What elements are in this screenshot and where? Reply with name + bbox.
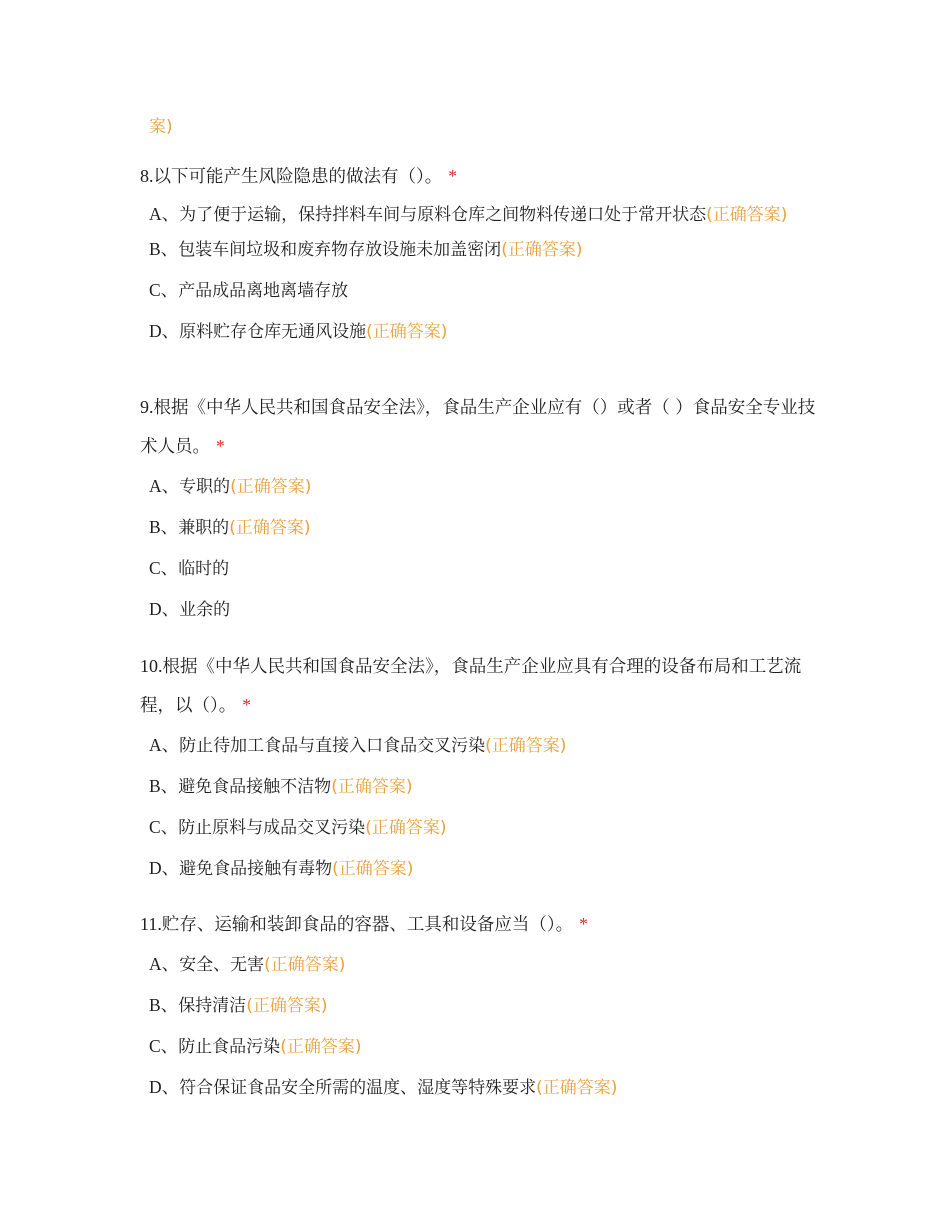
option-d[interactable]	[149, 319, 830, 345]
option-text: 原料贮存仓库无通风设施	[179, 322, 367, 342]
correct-answer-marker: (正确答案)	[365, 818, 447, 838]
correct-answer-marker: (正确答案)	[331, 777, 413, 797]
option-text: 防止待加工食品与直接入口食品交叉污染	[179, 736, 486, 756]
correct-answer-marker: (正确答案)	[366, 322, 448, 342]
option-letter: B、	[149, 776, 179, 796]
question-title	[140, 157, 830, 196]
option-text: 保持清洁	[178, 996, 247, 1016]
option-letter: D、	[149, 858, 180, 878]
option-letter: C、	[149, 817, 179, 837]
answer-marker-fragment: 案)	[149, 117, 173, 137]
option-b[interactable]	[149, 515, 830, 541]
option-text: 专职的	[179, 477, 231, 497]
option-letter: B、	[149, 995, 179, 1015]
question-title	[140, 905, 830, 944]
option-d[interactable]	[149, 856, 810, 882]
option-text: 包装车间垃圾和废弃物存放设施未加盖密闭	[178, 240, 502, 260]
correct-answer-marker: (正确答案)	[229, 518, 311, 538]
option-letter: D、	[149, 1077, 180, 1097]
question-text: 贮存、运输和装卸食品的容器、工具和设备应当（）。	[161, 915, 574, 935]
question-number: 8.	[140, 166, 154, 186]
option-text: 防止食品污染	[178, 1037, 281, 1057]
option-list	[140, 952, 830, 1101]
option-text: 避免食品接触不洁物	[178, 777, 332, 797]
option-list	[140, 733, 810, 882]
correct-answer-marker: (正确答案)	[280, 1037, 362, 1057]
option-letter: D、	[149, 599, 180, 619]
option-a[interactable]	[149, 474, 830, 500]
question-number: 9.	[140, 397, 154, 417]
option-d[interactable]	[149, 597, 830, 623]
option-a[interactable]	[149, 952, 830, 978]
question-text: 根据《中华人民共和国食品安全法》，食品生产企业应具有合理的设备布局和工艺流程，以（）。	[140, 657, 802, 716]
question-title	[140, 388, 830, 466]
required-marker: *	[216, 436, 225, 456]
question-10	[140, 647, 810, 882]
question-8	[140, 157, 830, 345]
option-b[interactable]	[149, 993, 830, 1019]
option-letter: A、	[149, 735, 180, 755]
option-c[interactable]	[149, 556, 830, 582]
question-text: 以下可能产生风险隐患的做法有（）。	[153, 167, 443, 187]
option-letter: A、	[149, 476, 180, 496]
option-text: 为了便于运输，保持拌料车间与原料仓库之间物料传递口处于常开状态	[179, 205, 707, 225]
option-letter: C、	[149, 280, 179, 300]
option-letter: C、	[149, 558, 179, 578]
option-text: 兼职的	[178, 518, 230, 538]
option-list	[140, 474, 830, 623]
option-letter: A、	[149, 954, 180, 974]
option-text: 业余的	[179, 600, 231, 620]
required-marker: *	[579, 914, 588, 934]
option-letter: B、	[149, 517, 179, 537]
option-c[interactable]	[149, 1034, 830, 1060]
option-a[interactable]	[149, 202, 809, 228]
option-text: 避免食品接触有毒物	[179, 859, 333, 879]
correct-answer-marker: (正确答案)	[706, 205, 788, 225]
option-text: 安全、无害	[179, 955, 265, 975]
correct-answer-marker: (正确答案)	[246, 996, 328, 1016]
option-b[interactable]	[149, 237, 830, 263]
carryover-answer-fragment	[149, 114, 173, 140]
question-number: 11.	[140, 914, 162, 934]
option-a[interactable]	[149, 733, 810, 759]
correct-answer-marker: (正确答案)	[230, 477, 312, 497]
question-9	[140, 388, 830, 623]
option-c[interactable]	[149, 815, 810, 841]
correct-answer-marker: (正确答案)	[264, 955, 346, 975]
correct-answer-marker: (正确答案)	[332, 859, 414, 879]
option-c[interactable]	[149, 278, 830, 304]
option-text: 防止原料与成品交叉污染	[178, 818, 366, 838]
option-letter: C、	[149, 1036, 179, 1056]
question-title	[140, 647, 810, 725]
correct-answer-marker: (正确答案)	[536, 1078, 618, 1098]
option-list	[140, 202, 830, 345]
option-text: 产品成品离地离墙存放	[178, 281, 349, 301]
option-text: 临时的	[178, 559, 230, 579]
option-letter: A、	[149, 204, 180, 224]
correct-answer-marker: (正确答案)	[485, 736, 567, 756]
required-marker: *	[242, 695, 251, 715]
required-marker: *	[448, 166, 457, 186]
question-11	[140, 905, 830, 1101]
option-b[interactable]	[149, 774, 810, 800]
correct-answer-marker: (正确答案)	[501, 240, 583, 260]
question-number: 10.	[140, 656, 163, 676]
option-letter: D、	[149, 321, 180, 341]
option-letter: B、	[149, 239, 179, 259]
option-text: 符合保证食品安全所需的温度、湿度等特殊要求	[179, 1078, 537, 1098]
question-text: 根据《中华人民共和国食品安全法》，食品生产企业应有（）或者（ ）食品安全专业技术人员。	[140, 398, 816, 457]
option-d[interactable]	[149, 1075, 830, 1101]
